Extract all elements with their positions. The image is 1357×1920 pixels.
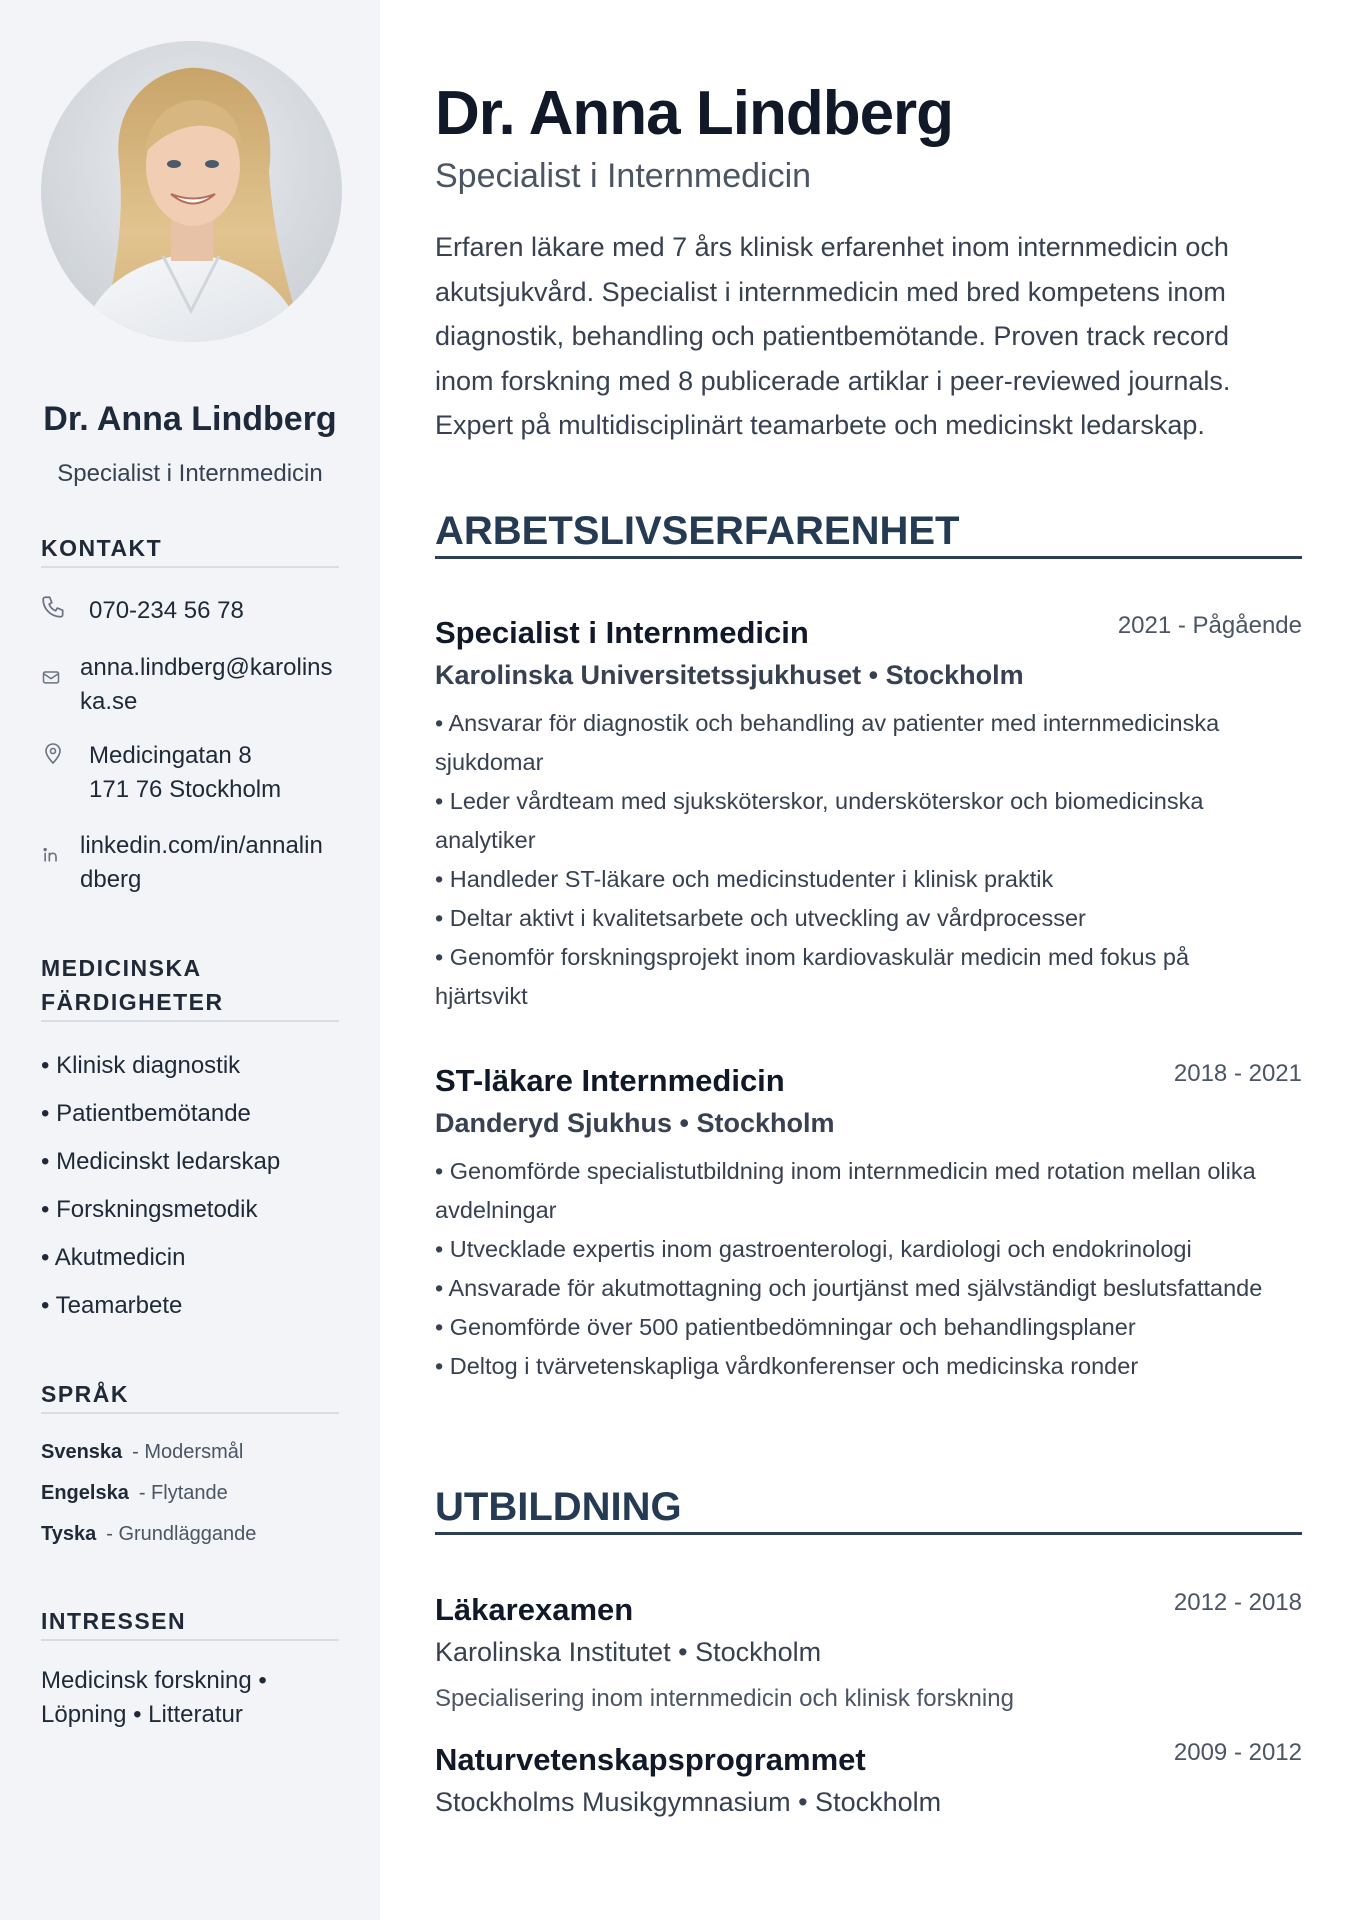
profile-photo <box>41 41 342 342</box>
experience-heading: ARBETSLIVSERFARENHET <box>435 509 1302 559</box>
skill-item: • Medicinskt ledarskap <box>41 1148 281 1175</box>
sidebar <box>0 0 380 1920</box>
education-institution: Stockholms Musikgymnasium • Stockholm <box>435 1787 942 1817</box>
address-line1: Medicingatan 8 <box>89 742 252 769</box>
education-institution: Karolinska Institutet • Stockholm <box>435 1637 822 1667</box>
job-bullet: • Genomförde över 500 patientbedömningar och behandlingsplaner <box>435 1314 1136 1340</box>
job-bullet: • Handleder ST-läkare och medicinstudenter i klinisk praktik <box>435 866 1054 892</box>
contact-address <box>41 739 341 809</box>
skill-item: • Patientbemötande <box>41 1100 251 1127</box>
skill-item: • Teamarbete <box>41 1292 183 1319</box>
job-bullet: • Deltog i tvärvetenskapliga vårdkonferenser och medicinska ronder <box>435 1353 1139 1379</box>
interests-heading: INTRESSEN <box>41 1604 339 1641</box>
languages-heading: SPRÅK <box>41 1377 339 1414</box>
job-organization: Karolinska Universitetssjukhuset • Stockholm <box>435 660 1024 690</box>
job-bullet: • Ansvarar för diagnostik och behandling av patienter med internmedicinska sjukdomar <box>435 710 1220 775</box>
job-bullet: • Genomförde specialistutbildning inom internmedicin med rotation mellan olika avdelningar <box>435 1158 1256 1223</box>
skill-item: • Akutmedicin <box>41 1244 186 1271</box>
skill-item: • Forskningsmetodik <box>41 1196 258 1223</box>
skill-item: • Klinisk diagnostik <box>41 1052 241 1079</box>
language-item <box>41 1441 243 1464</box>
linkedin-text-line1: linkedin.com/in/annalin <box>80 832 323 859</box>
phone-icon <box>41 594 67 620</box>
job-dates: 2021 - Pågående <box>1117 612 1302 639</box>
email-text-line2: ka.se <box>80 688 138 715</box>
language-name: Svenska <box>41 1441 123 1463</box>
education-dates: 2009 - 2012 <box>1173 1739 1302 1766</box>
language-level: - Grundläggande <box>106 1523 257 1545</box>
page-title: Dr. Anna Lindberg <box>435 79 954 148</box>
degree-title: Naturvetenskapsprogrammet <box>435 1742 866 1777</box>
education-heading: UTBILDNING <box>435 1485 1302 1535</box>
job-title: ST-läkare Internmedicin <box>435 1063 785 1098</box>
linkedin-text-line2: dberg <box>80 866 142 893</box>
sidebar-name: Dr. Anna Lindberg <box>43 400 337 438</box>
map-pin-icon <box>41 741 67 767</box>
language-name: Engelska <box>41 1482 129 1504</box>
education-description: Specialisering inom internmedicin och klinisk forskning <box>435 1685 1014 1712</box>
interests-line1: Medicinsk forskning • <box>41 1667 267 1694</box>
job-bullet: • Deltar aktivt i kvalitetsarbete och utveckling av vårdprocesser <box>435 905 1086 931</box>
job-bullet: • Genomför forskningsprojekt inom kardiovaskulär medicin med fokus på hjärtsvikt <box>435 944 1190 1009</box>
job-title: Specialist i Internmedicin <box>435 615 809 650</box>
interests-line2: Löpning • Litteratur <box>41 1701 243 1728</box>
page-subtitle: Specialist i Internmedicin <box>435 157 812 195</box>
language-name: Tyska <box>41 1523 97 1545</box>
sidebar-title: Specialist i Internmedicin <box>57 460 323 487</box>
degree-title: Läkarexamen <box>435 1592 634 1627</box>
language-level: - Flytande <box>138 1482 228 1504</box>
job-bullets <box>435 704 1275 1016</box>
job-bullets <box>435 1152 1275 1386</box>
phone-text: 070-234 56 78 <box>89 597 244 624</box>
skills-heading-line1: MEDICINSKA <box>41 955 202 981</box>
language-item <box>41 1523 256 1546</box>
skills-heading <box>41 951 339 1022</box>
job-bullet: • Leder vårdteam med sjuksköterskor, undersköterskor och biomedicinska analytiker <box>435 788 1204 853</box>
address-line2: 171 76 Stockholm <box>89 776 282 803</box>
job-bullet: • Ansvarade för akutmottagning och jourtjänst med självständigt beslutsfattande <box>435 1275 1263 1301</box>
mail-icon <box>41 663 67 689</box>
contact-email[interactable] <box>41 651 341 721</box>
contact-heading: KONTAKT <box>41 531 339 568</box>
linkedin-icon <box>41 841 67 867</box>
skills-heading-line2: FÄRDIGHETER <box>41 989 224 1015</box>
contact-linkedin[interactable] <box>41 829 341 899</box>
interests-text <box>41 1664 301 1732</box>
contact-phone[interactable] <box>41 594 341 628</box>
email-text-line1: anna.lindberg@karolins <box>80 654 333 681</box>
language-item <box>41 1482 228 1505</box>
profile-summary: Erfaren läkare med 7 års klinisk erfarenhet inom internmedicin och akutsjukvård. Specialist i internmedicin med bred kompetens inom diagnostik, behandling och patientbemötande. Proven track record inom forskning med 8 publicerade artiklar i peer-reviewed journals. Expert på multidisciplinärt teamarbete och medicinskt ledarskap. <box>435 232 1231 440</box>
job-organization: Danderyd Sjukhus • Stockholm <box>435 1108 835 1138</box>
job-dates: 2018 - 2021 <box>1173 1060 1302 1087</box>
language-level: - Modersmål <box>132 1441 244 1463</box>
job-bullet: • Utvecklade expertis inom gastroenterologi, kardiologi och endokrinologi <box>435 1236 1192 1262</box>
profile-photo-illustration <box>41 41 342 342</box>
education-dates: 2012 - 2018 <box>1173 1589 1302 1616</box>
